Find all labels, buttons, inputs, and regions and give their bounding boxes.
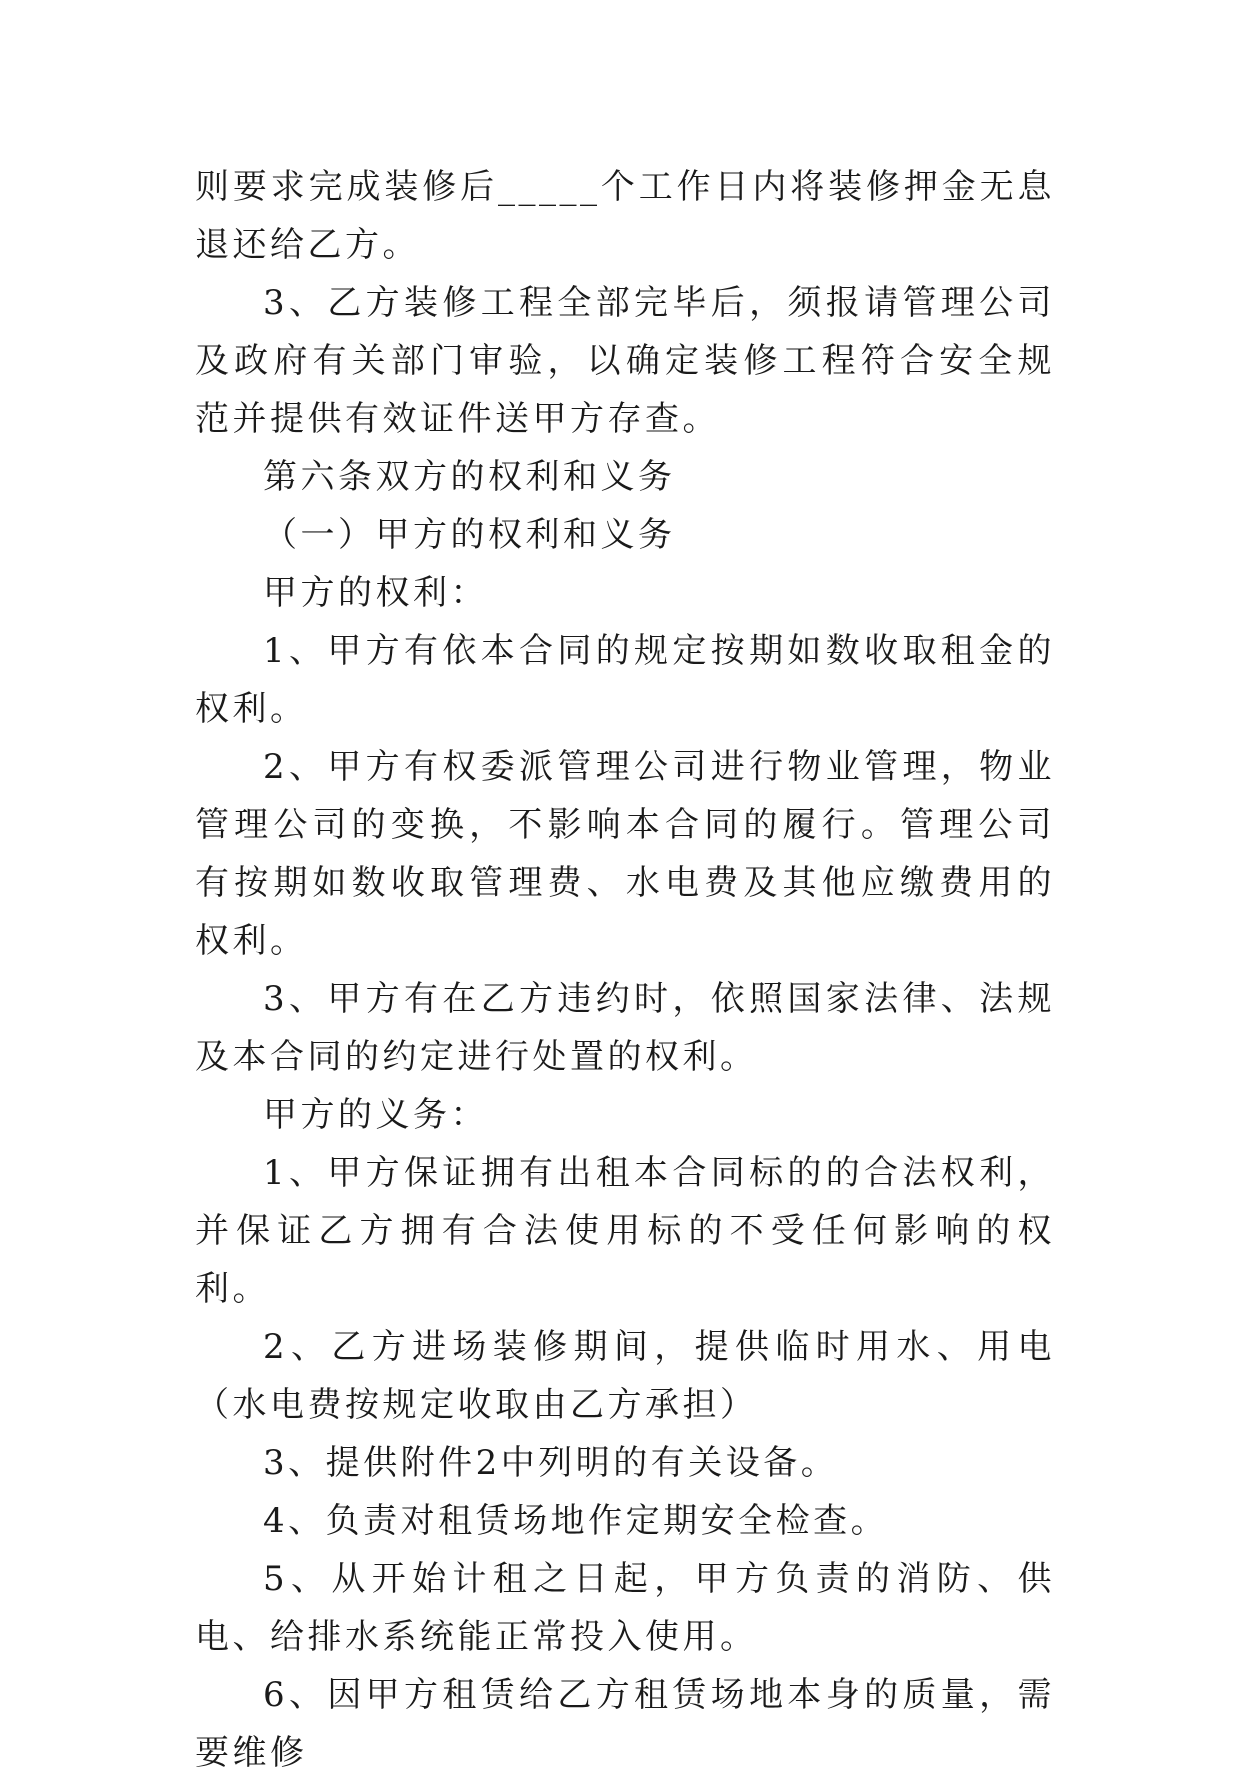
paragraph: 甲方的权利： [263, 573, 488, 613]
subsection-heading: （一）甲方的权利和义务 [263, 515, 676, 555]
paragraph: 3、甲方有在乙方违约时，依照国家法律、法规及本合同的约定进行处置的权利。 [195, 979, 1055, 1077]
paragraph: 甲方的义务： [263, 1095, 488, 1135]
paragraph: 5、从开始计租之日起，甲方负责的消防、供电、给排水系统能正常投入使用。 [195, 1559, 1055, 1657]
paragraph: 4、负责对租赁场地作定期安全检查。 [263, 1501, 889, 1541]
paragraph: 2、甲方有权委派管理公司进行物业管理，物业管理公司的变换，不影响本合同的履行。管理公司有按期如数收取管理费、水电费及其他应缴费用的权利。 [195, 747, 1055, 961]
document-body [195, 158, 1055, 1782]
paragraph: 1、甲方有依本合同的规定按期如数收取租金的权利。 [195, 631, 1055, 729]
paragraph: 1、甲方保证拥有出租本合同标的的合法权利，并保证乙方拥有合法使用标的不受任何影响的权利。 [195, 1153, 1055, 1309]
paragraph: 3、提供附件2中列明的有关设备。 [263, 1443, 839, 1483]
section-heading: 第六条双方的权利和义务 [263, 457, 676, 497]
paragraph: 2、乙方进场装修期间，提供临时用水、用电（水电费按规定收取由乙方承担） [195, 1327, 1055, 1425]
paragraph: 6、因甲方租赁给乙方租赁场地本身的质量，需要维修 [195, 1675, 1055, 1773]
paragraph: 3、乙方装修工程全部完毕后，须报请管理公司及政府有关部门审验，以确定装修工程符合安全规范并提供有效证件送甲方存查。 [195, 283, 1055, 439]
paragraph: 则要求完成装修后_____个工作日内将装修押金无息退还给乙方。 [195, 167, 1055, 265]
